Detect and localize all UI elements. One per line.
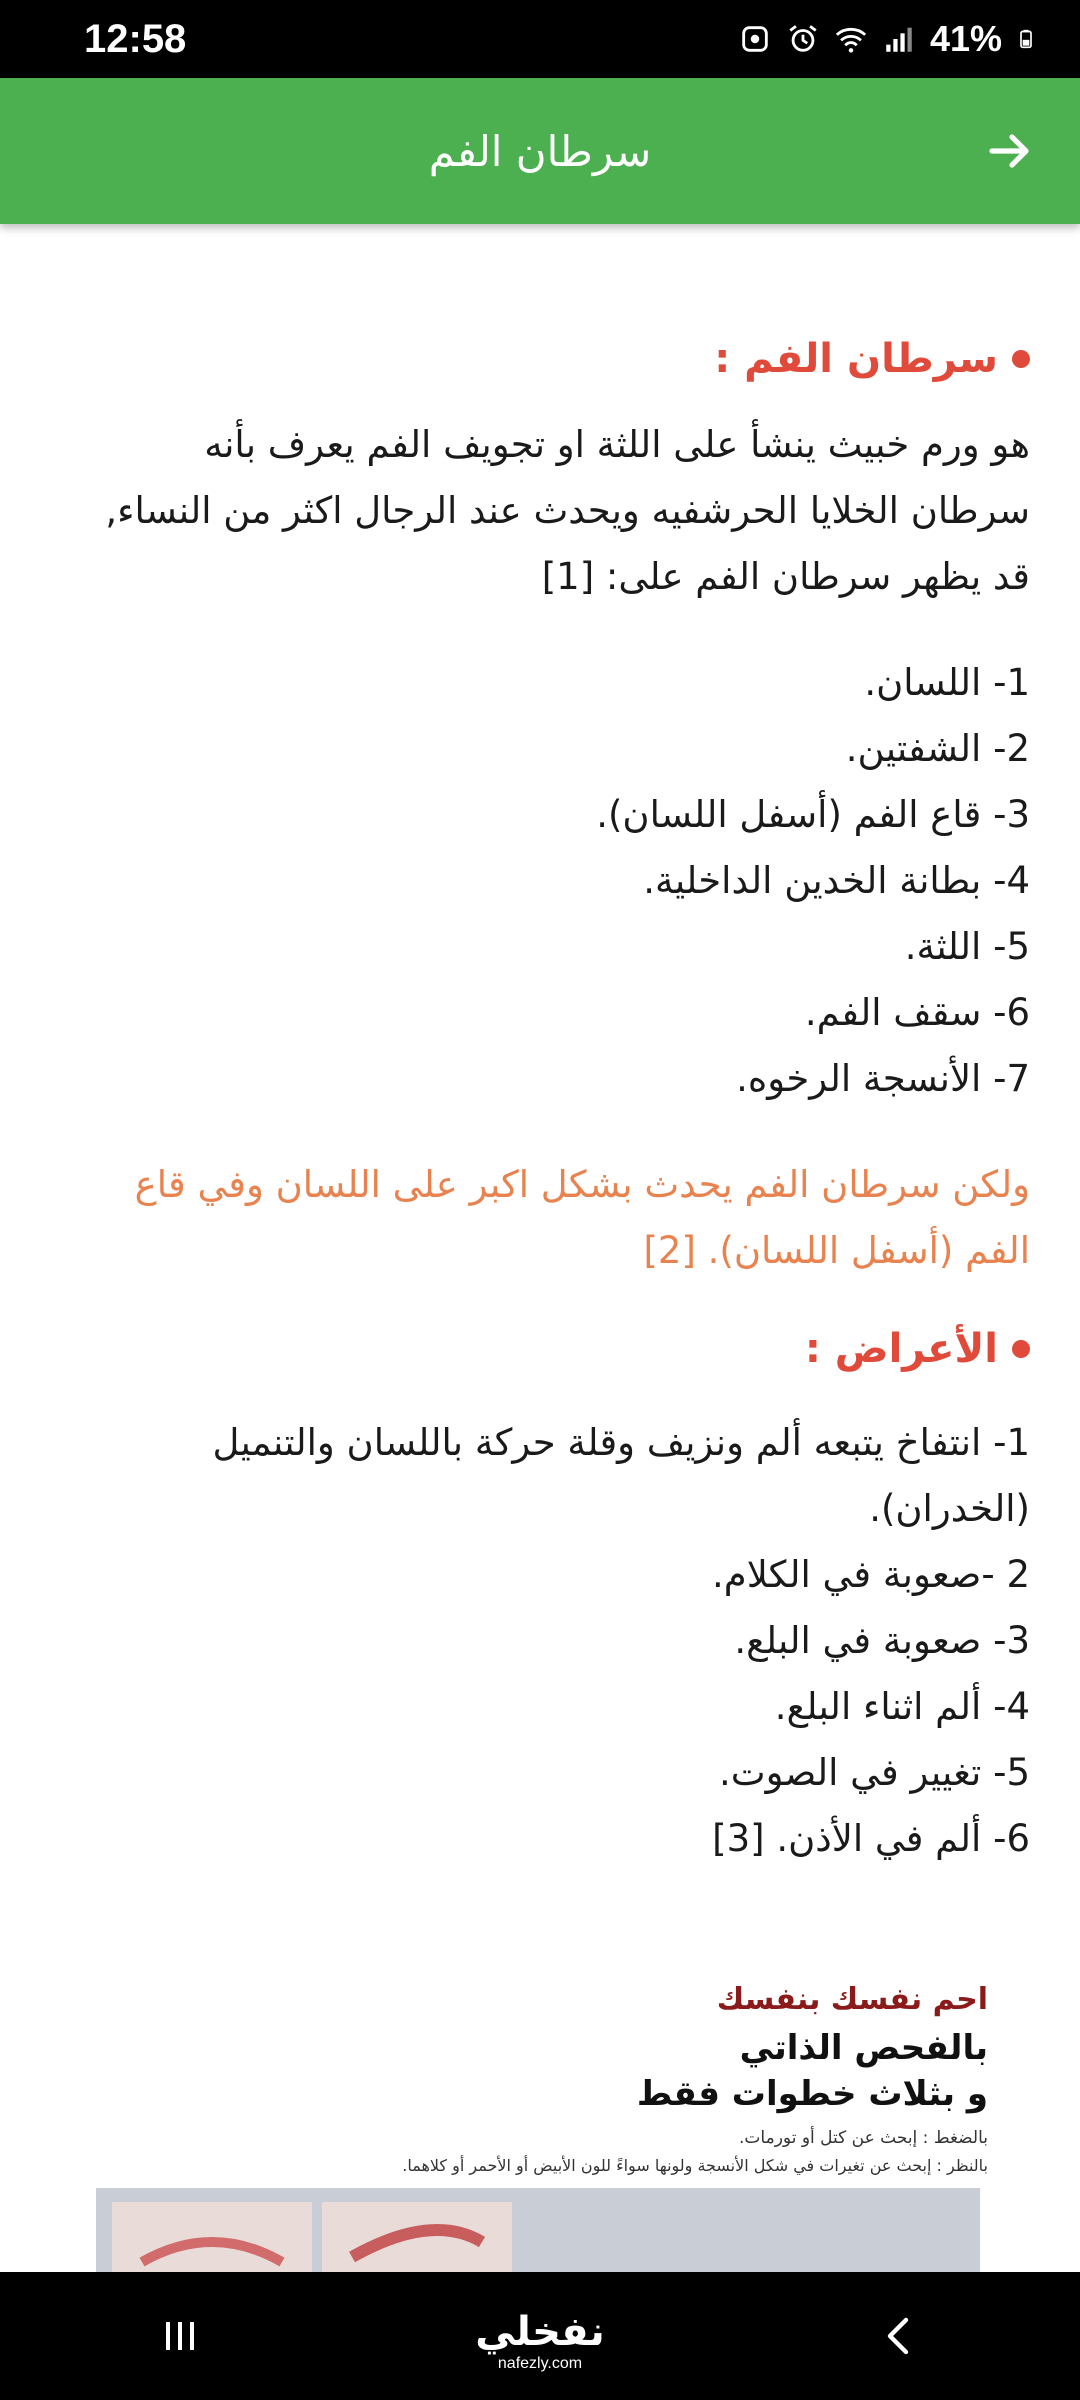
highlight-paragraph bbox=[50, 1152, 1030, 1284]
infographic-instruction: بالضغط : إبحث عن كتل أو تورمات. bbox=[739, 2128, 988, 2148]
bullet-icon bbox=[1012, 1340, 1030, 1358]
section-heading-symptoms bbox=[50, 1316, 1030, 1382]
list-item: 4- ألم اثناء البلع. bbox=[774, 1685, 1030, 1728]
paragraph-line: سرطان الخلايا الحرشفيه ويحدث عند الرجال اكثر من النساء, bbox=[105, 489, 1030, 532]
heading-text: سرطان الفم : bbox=[714, 336, 998, 382]
symptoms-list bbox=[50, 1410, 1030, 1872]
status-bar bbox=[0, 0, 1080, 78]
list-item: 3- صعوبة في البلع. bbox=[734, 1619, 1030, 1662]
lips-illustration bbox=[322, 2202, 512, 2272]
notification-icon bbox=[738, 22, 772, 56]
battery-percent: 41% bbox=[929, 18, 1002, 59]
nav-back-button[interactable] bbox=[860, 2296, 940, 2376]
wifi-icon bbox=[834, 22, 868, 56]
list-item: 5- اللثة. bbox=[904, 925, 1030, 968]
watermark-brand: نفخلي bbox=[475, 2309, 605, 2355]
arrow-right-icon bbox=[986, 127, 1034, 175]
heading-text: الأعراض : bbox=[804, 1326, 998, 1372]
watermark bbox=[460, 2310, 620, 2374]
lips-illustration bbox=[112, 2202, 312, 2272]
list-item: 2 -صعوبة في الكلام. bbox=[712, 1553, 1030, 1596]
alarm-icon bbox=[786, 22, 820, 56]
section-heading-mouth-cancer bbox=[50, 326, 1030, 392]
list-item: 6- سقف الفم. bbox=[804, 991, 1030, 1034]
list-item: 1- انتفاخ يتبعه ألم ونزيف وقلة حركة باللسان والتنميل bbox=[212, 1421, 1030, 1464]
recents-icon bbox=[156, 2312, 204, 2360]
chevron-left-icon bbox=[876, 2312, 924, 2360]
list-item: (الخدران). bbox=[869, 1487, 1030, 1530]
paragraph-line: قد يظهر سرطان الفم على: [1] bbox=[541, 555, 1030, 598]
highlight-line: ولكن سرطان الفم يحدث بشكل اكبر على اللسان وفي قاع bbox=[134, 1163, 1030, 1206]
bullet-icon bbox=[1012, 350, 1030, 368]
infographic-photo-strip bbox=[96, 2188, 980, 2272]
infographic-subtitle: بالفحص الذاتي bbox=[739, 2028, 988, 2068]
list-item: 7- الأنسجة الرخوه. bbox=[736, 1057, 1030, 1100]
back-button[interactable] bbox=[980, 121, 1040, 181]
battery-icon bbox=[1016, 22, 1036, 56]
article-content bbox=[0, 224, 1080, 2272]
mouth-photo bbox=[322, 2202, 512, 2272]
infographic-instruction: بالنظر : إبحث عن تغيرات في شكل الأنسجة ولونها سواءً للون الأبيض أو الأحمر أو كلاهما. bbox=[402, 2156, 988, 2175]
intro-paragraph bbox=[50, 412, 1030, 610]
app-bar bbox=[0, 78, 1080, 224]
recents-button[interactable] bbox=[140, 2296, 220, 2376]
status-icons bbox=[738, 18, 1036, 60]
status-time: 12:58 bbox=[84, 16, 187, 61]
page-title: سرطان الفم bbox=[428, 126, 652, 176]
watermark-url: nafezly.com bbox=[497, 2355, 583, 2372]
list-item: 5- تغيير في الصوت. bbox=[719, 1751, 1030, 1794]
highlight-line: الفم (أسفل اللسان). [2] bbox=[643, 1229, 1030, 1272]
list-item: 3- قاع الفم (أسفل اللسان). bbox=[596, 793, 1030, 836]
list-item: 1- اللسان. bbox=[864, 661, 1030, 704]
locations-list bbox=[50, 650, 1030, 1112]
infographic-title: احم نفسك بنفسك bbox=[716, 1982, 988, 2017]
self-exam-infographic bbox=[52, 1968, 1028, 2272]
list-item: 2- الشفتين. bbox=[845, 727, 1030, 770]
list-item: 6- ألم في الأذن. [3] bbox=[712, 1817, 1030, 1860]
list-item: 4- بطانة الخدين الداخلية. bbox=[643, 859, 1030, 902]
mouth-photo bbox=[112, 2202, 312, 2272]
infographic-subtitle: و بثلاث خطوات فقط bbox=[636, 2074, 988, 2114]
signal-icon bbox=[882, 22, 916, 56]
paragraph-line: هو ورم خبيث ينشأ على اللثة او تجويف الفم يعرف بأنه bbox=[204, 423, 1030, 466]
